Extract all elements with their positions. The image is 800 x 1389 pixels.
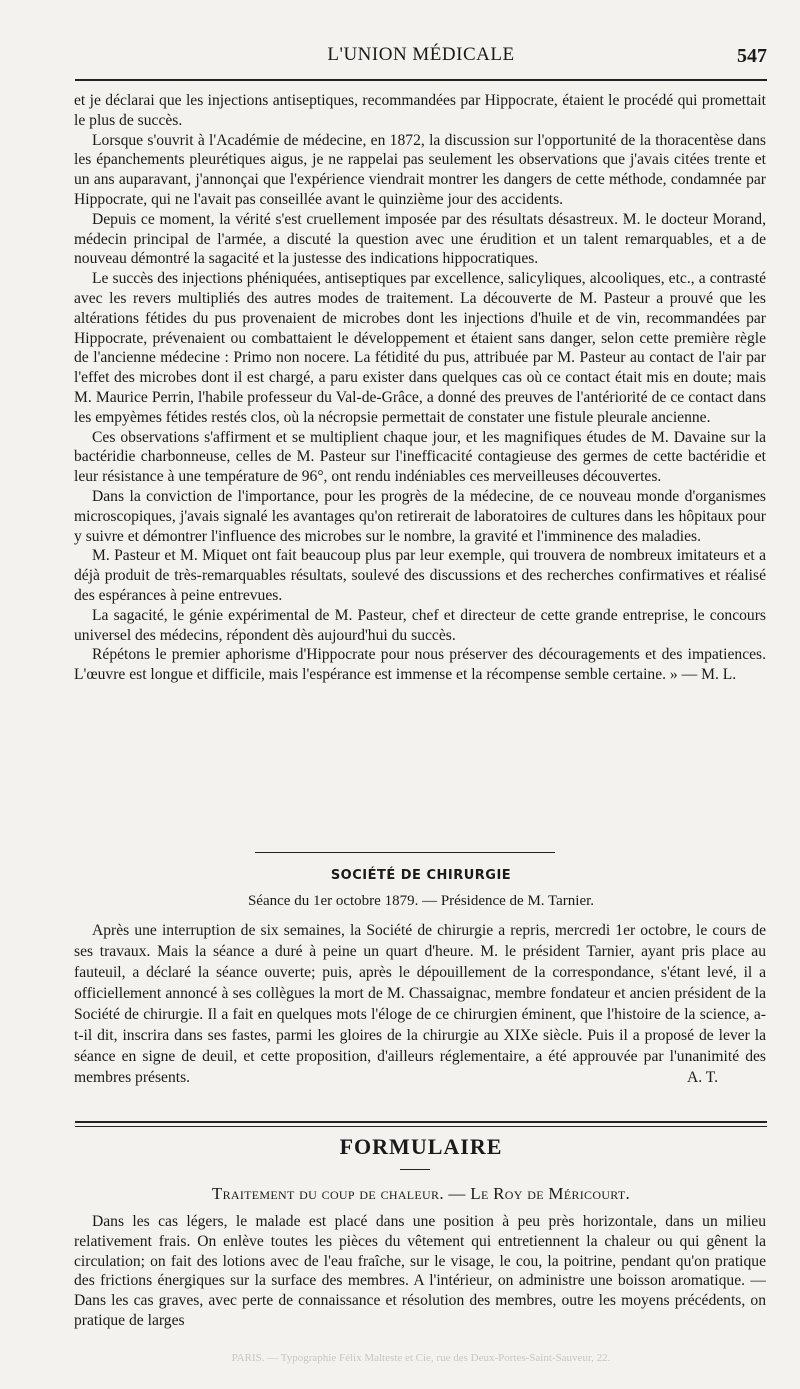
article-paragraph: Le succès des injections phéniquées, antiseptiques par excellence, salicyliques, alcooliques, etc., a contrasté avec les revers multipliés des autres modes de traitement. La découverte de M. Pasteur a prouvé que les altérations fétides du pus provenaient de microbes dont les injections d'huile et de vin, recommandées par Hippocrate, prévenaient ou combattaient le développement et étaient sans danger, selon cette première règle de l'ancienne médecine : Primo non nocere. La fétidité du pus, attribuée par M. Pasteur au contact de l'air par l'effet des microbes dont il est chargé, a paru exister dans quelques cas où ce contact était mis en doute; mais M. Maurice Perrin, l'habile professeur du Val-de-Grâce, a donné des preuves de l'antériorité de ce contact dans les empyèmes fétides restés clos, où la nécropsie permettait de constater une fistule pleurale ancienne. [74, 270, 766, 426]
formulaire-title: FORMULAIRE [339, 1134, 503, 1159]
article-paragraph: La sagacité, le génie expérimental de M. Pasteur, chef et directeur de cette grande entreprise, le concours universel des médecins, répondent dès aujourd'hui du succès. [74, 606, 766, 644]
formula-body [74, 1212, 766, 1331]
formula-paragraph: Dans les cas légers, le malade est placé dans une position à peu près horizontale, dans un milieu relativement frais. On enlève toutes les pièces du vêtement qui entretiennent la chaleur ou qui gênent la circulation; on fait des lotions avec de l'eau fraîche, sur le visage, le cou, la poitrine, pendant qu'on pratique des frictions énergiques sur la surface des membres. A l'intérieur, on administre une boisson aromatique. — Dans les cas graves, avec perte de connaissance et résolution des membres, outre les moyens précédents, on pratique de larges [74, 1213, 766, 1329]
article-paragraph: M. Pasteur et M. Miquet ont fait beaucoup plus par leur exemple, qui trouvera de nombreux imitateurs et a déjà produit de très-remarquables résultats, soulevé des discussions et des recherches confirmatives et réalisé des espérances à peine entrevues. [74, 547, 766, 604]
double-rule-top [75, 1121, 767, 1123]
signature: A. T. [686, 1069, 718, 1086]
double-rule-bottom [75, 1126, 767, 1127]
society-paragraph [74, 920, 766, 1088]
article-paragraph: Depuis ce moment, la vérité s'est cruellement imposée par des résultats désastreux. M. le docteur Morand, médecin principal de l'armée, a discuté la question avec une érudition et un talent remarquables, et a de nouveau démontré la sagacité et la justesse des indications hippocratiques. [74, 210, 766, 268]
running-title: L'UNION MÉDICALE [327, 44, 515, 65]
printer-imprint: PARIS. — Typographie Félix Malteste et Cie, rue des Deux-Portes-Saint-Sauveur, 22. [231, 1352, 611, 1364]
society-section-title: SOCIÉTÉ DE CHIRURGIE [330, 868, 512, 883]
society-paragraph-text: Après une interruption de six semaines, la Société de chirurgie a repris, mercredi 1er octobre, le cours de ses travaux. Mais la séance a duré à peine un quart d'heure. M. le président Tarnier, ayant pris place au fauteuil, a déclaré la séance ouverte; puis, après le dépouillement de la correspondance, s'étant levé, il a officiellement annoncé à ses collègues la mort de M. Chassaignac, membre fondateur et ancien président de la Société de chirurgie. Il a fait en quelques mots l'éloge de ce chirurgien éminent, que l'histoire de la science, a-t-il dit, inscrira dans ses fastes, parmi les gloires de la chirurgie au XIXe siècle. Puis il a proposé de lever la séance en signe de deuil, et cette proposition, d'ailleurs réglementaire, a été approuvée par l'unanimité des membres présents. [74, 922, 766, 1086]
header-rule [75, 79, 767, 81]
formulaire-rule [400, 1169, 430, 1170]
session-line: Séance du 1er octobre 1879. — Présidence de M. Tarnier. [247, 893, 595, 909]
article-paragraph: Ces observations s'affirment et se multiplient chaque jour, et les magnifiques études de M. Davaine sur la bactéridie charbonneuse, celles de M. Pasteur sur l'inefficacité contagieuse des germes de cette bactéridie et leur résistance à une température de 96°, ont rendu indéniables ces merveilleuses découvertes. [74, 428, 766, 486]
page-number: 547 [737, 45, 767, 67]
article-paragraph: et je déclarai que les injections antiseptiques, recommandées par Hippocrate, étaient le procédé qui promettait le plus de succès. [74, 92, 766, 129]
article-paragraph: Lorsque s'ouvrit à l'Académie de médecine, en 1872, la discussion sur l'opportunité de la thoracentèse dans les épanchements pleurétiques aigus, je ne rappelai pas seulement les observations que j'avais citées trente et un ans auparavant, j'annonçai que l'expérience viendrait montrer les dangers de cette méthode, condamnée par Hippocrate, qui ne l'avait pas conseillée avant le quinzième jour des accidents. [74, 131, 766, 208]
page-header [75, 44, 767, 74]
article-body [74, 91, 766, 685]
society-report [74, 920, 766, 1088]
section-divider [255, 852, 555, 853]
article-paragraph: Répétons le premier aphorisme d'Hippocrate pour nous préserver des découragements et des impatiences. L'œuvre est longue et difficile, mais l'espérance est immense et la récompense semble certaine. » — M. L. [74, 646, 766, 684]
formula-heading: Traitement du coup de chaleur. — Le Roy de Méricourt. [211, 1184, 631, 1203]
article-paragraph: Dans la conviction de l'importance, pour les progrès de la médecine, de ce nouveau monde d'organismes microscopiques, j'avais signalé les avantages qu'on retirerait de laboratoires de cultures dans les hôpitaux pour y suivre et démontrer l'influence des microbes sur le nombre, la gravité et l'imminence des maladies. [74, 487, 766, 545]
